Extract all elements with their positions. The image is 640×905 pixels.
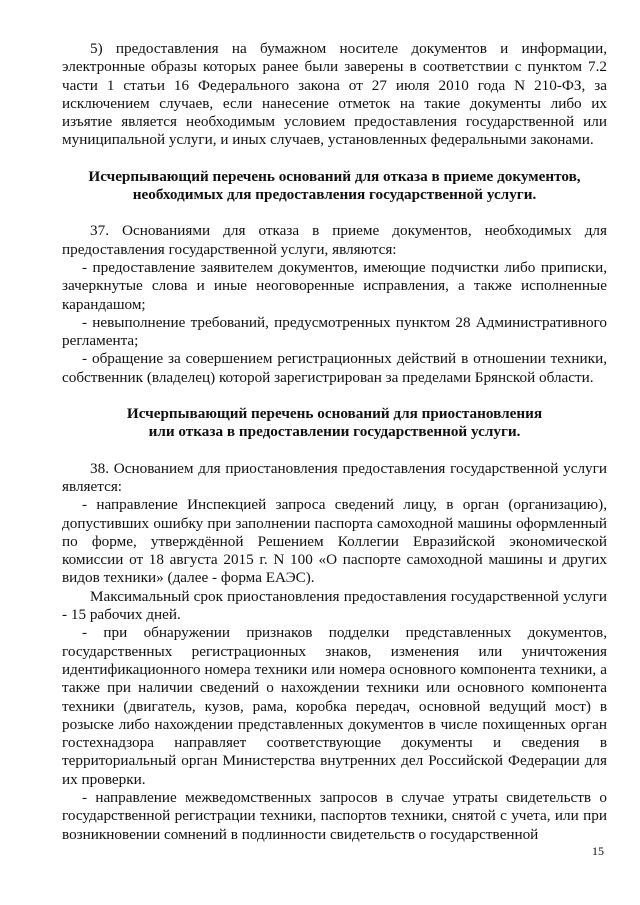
heading-suspension-line-1: Исчерпывающий перечень оснований для приостановления <box>126 405 543 423</box>
heading-suspension-grounds <box>62 405 607 442</box>
page-number: 15 <box>592 844 604 858</box>
paragraph-38-max-term: Максимальный срок приостановления предоставления государственной услуги - 15 рабочих дней. <box>62 587 607 624</box>
paragraph-37-intro: 37. Основаниями для отказа в приеме документов, необходимых для предоставления государственной услуги, являются: <box>62 222 607 258</box>
paragraph-37-item-1: - предоставление заявителем документов, имеющие подчистки либо приписки, зачеркнутые слова и иные неоговоренные исправления, а также исполненные карандашом; <box>62 258 607 313</box>
paragraph-37-item-3: - обращение за совершением регистрационных действий в отношении техники, собственник (владелец) которой зарегистрирован за пределами Брянской области. <box>62 350 607 386</box>
heading-suspension-line-2: или отказа в предоставлении государственной услуги. <box>148 423 521 441</box>
heading-refusal-grounds: Исчерпывающий перечень оснований для отказа в приеме документов, необходимых для предоставления государственной услуги. <box>88 167 581 204</box>
paragraph-item-5: 5) предоставления на бумажном носителе документов и информации, электронные образы которых ранее были заверены в соответствии с пунктом 7.2 части 1 статьи 16 Федерального закона от 27 июля 2010 года N 210-ФЗ, за исключением случаев, если нанесение отметок на такие документы либо их изъятие является необходимым условием предоставления государственной или муниципальной услуги, и иных случаев, установленных федеральными законами. <box>62 40 607 149</box>
document-page <box>62 40 607 844</box>
paragraph-38-item-3: - направление межведомственных запросов в случае утраты свидетельств о государственной регистрации техники, паспортов техники, снятой с учета, или при возникновении сомнений в подлинности свидетельств о государственной <box>62 788 607 843</box>
paragraph-38-intro: 38. Основанием для приостановления предоставления государственной услуги является: <box>62 459 607 495</box>
paragraph-38-item-2: - при обнаружении признаков подделки представленных документов, государственных регистрационных знаков, изменения или уничтожения идентификационного номера техники или номера основного компонента техники, а также при наличии сведений о нахождении техники или основного компонента техники (двигатель, кузов, рама, коробка передач, основной ведущий мост) в розыске либо нахождении представленных документов в числе похищенных орган гостехнадзора направляет соответствующие документы и сведения в территориальный орган Министерства внутренних дел Российской Федерации для их проверки. <box>62 624 607 788</box>
paragraph-38-item-1: - направление Инспекцией запроса сведений лицу, в орган (организацию), допустивших ошибку при заполнении паспорта самоходной машины оформленный по форме, утверждённой Решением Коллегии Евразийской экономической комиссии от 18 августа 2015 г. N 100 «О паспорте самоходной машины и других видов техники» (далее - форма ЕАЭС). <box>62 496 607 587</box>
paragraph-37-item-2: - невыполнение требований, предусмотренных пунктом 28 Административного регламента; <box>62 313 607 350</box>
